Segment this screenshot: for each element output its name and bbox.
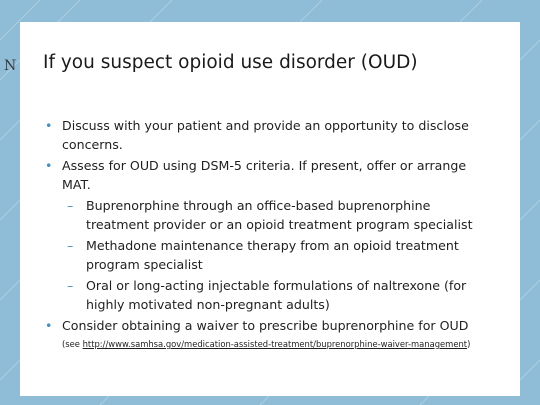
slide-title: If you suspect opioid use disorder (OUD): [43, 52, 418, 73]
sub-bullet-marker: –: [67, 278, 74, 293]
waiver-link[interactable]: http://www.samhsa.gov/medication-assisted-treatment/buprenorphine-waiver-management: [82, 339, 468, 349]
sub-bullet-text: Buprenorphine through an office-based buprenorphine treatment provider or an opioid treatment program specialist: [86, 198, 473, 232]
reference-note: [45, 339, 495, 351]
sub-bullet-item: [45, 236, 495, 274]
sub-bullet-text: Methadone maintenance therapy from an opioid treatment program specialist: [86, 238, 459, 272]
bullet-marker: •: [45, 118, 53, 133]
sub-bullet-marker: –: [67, 198, 74, 213]
bullet-marker: •: [45, 158, 53, 173]
bullet-text: Assess for OUD using DSM-5 criteria. If present, offer or arrange MAT.: [62, 158, 467, 192]
slide-marker: N: [4, 58, 17, 74]
bullet-item: [45, 116, 495, 154]
bullet-text: Consider obtaining a waiver to prescribe buprenorphine for OUD: [62, 318, 469, 333]
bullet-list: [45, 116, 495, 351]
sub-bullet-marker: –: [67, 238, 74, 253]
bullet-marker: •: [45, 318, 53, 333]
sub-bullet-item: [45, 276, 495, 314]
bullet-item: [45, 316, 495, 335]
note-suffix: ): [467, 339, 471, 349]
bullet-text: Discuss with your patient and provide an opportunity to disclose concerns.: [62, 118, 469, 152]
sub-bullet-item: [45, 196, 495, 234]
sub-bullet-text: Oral or long-acting injectable formulations of naltrexone (for highly motivated non-pregnant adults): [86, 278, 467, 312]
bullet-item: [45, 156, 495, 194]
note-prefix: (see: [62, 339, 83, 349]
